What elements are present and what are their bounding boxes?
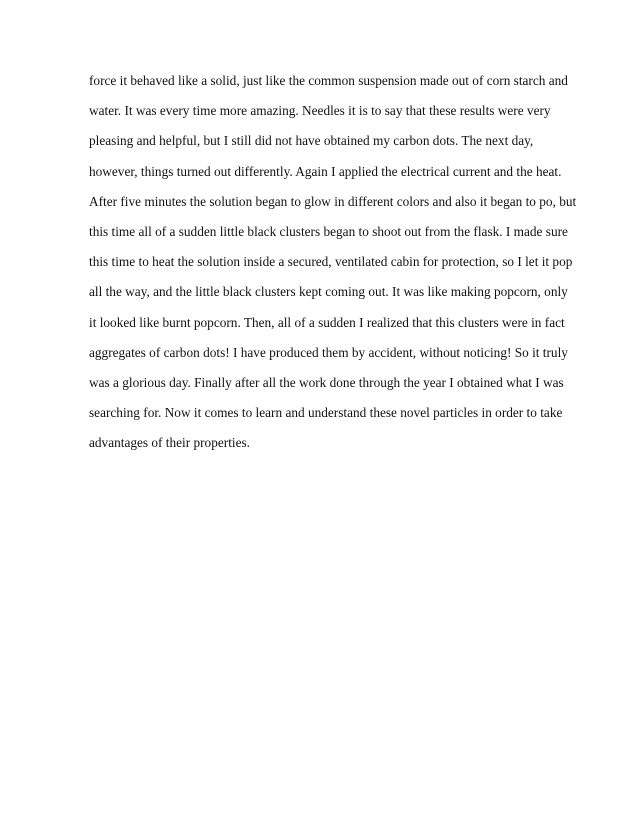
paragraph-line: was a glorious day. Finally after all the work done through the year I obtained what I was [89, 375, 564, 391]
paragraph-line: water. It was every time more amazing. Needles it is to say that these results were very [89, 103, 551, 119]
paragraph-line: however, things turned out differently. Again I applied the electrical current and the heat. [89, 163, 562, 179]
paragraph-line: this time all of a sudden little black clusters began to shoot out from the flask. I made sure [89, 224, 568, 240]
paragraph-line: this time to heat the solution inside a secured, ventilated cabin for protection, so I let it pop [89, 254, 573, 270]
paragraph-line: searching for. Now it comes to learn and understand these novel particles in order to take [89, 405, 563, 421]
paragraph-line: After five minutes the solution began to glow in different colors and also it began to po, but [89, 193, 577, 209]
body-paragraph [89, 66, 577, 459]
paragraph-line: it looked like burnt popcorn. Then, all of a sudden I realized that this clusters were in fact [89, 314, 565, 330]
paragraph-line: force it behaved like a solid, just like the common suspension made out of corn starch and [89, 73, 568, 88]
paragraph-line: pleasing and helpful, but I still did not have obtained my carbon dots. The next day, [89, 133, 534, 149]
paragraph-line: all the way, and the little black clusters kept coming out. It was like making popcorn, only [89, 284, 568, 300]
paragraph-line: aggregates of carbon dots! I have produced them by accident, without noticing! So it truly [89, 344, 568, 360]
paragraph-line: advantages of their properties. [89, 435, 250, 451]
